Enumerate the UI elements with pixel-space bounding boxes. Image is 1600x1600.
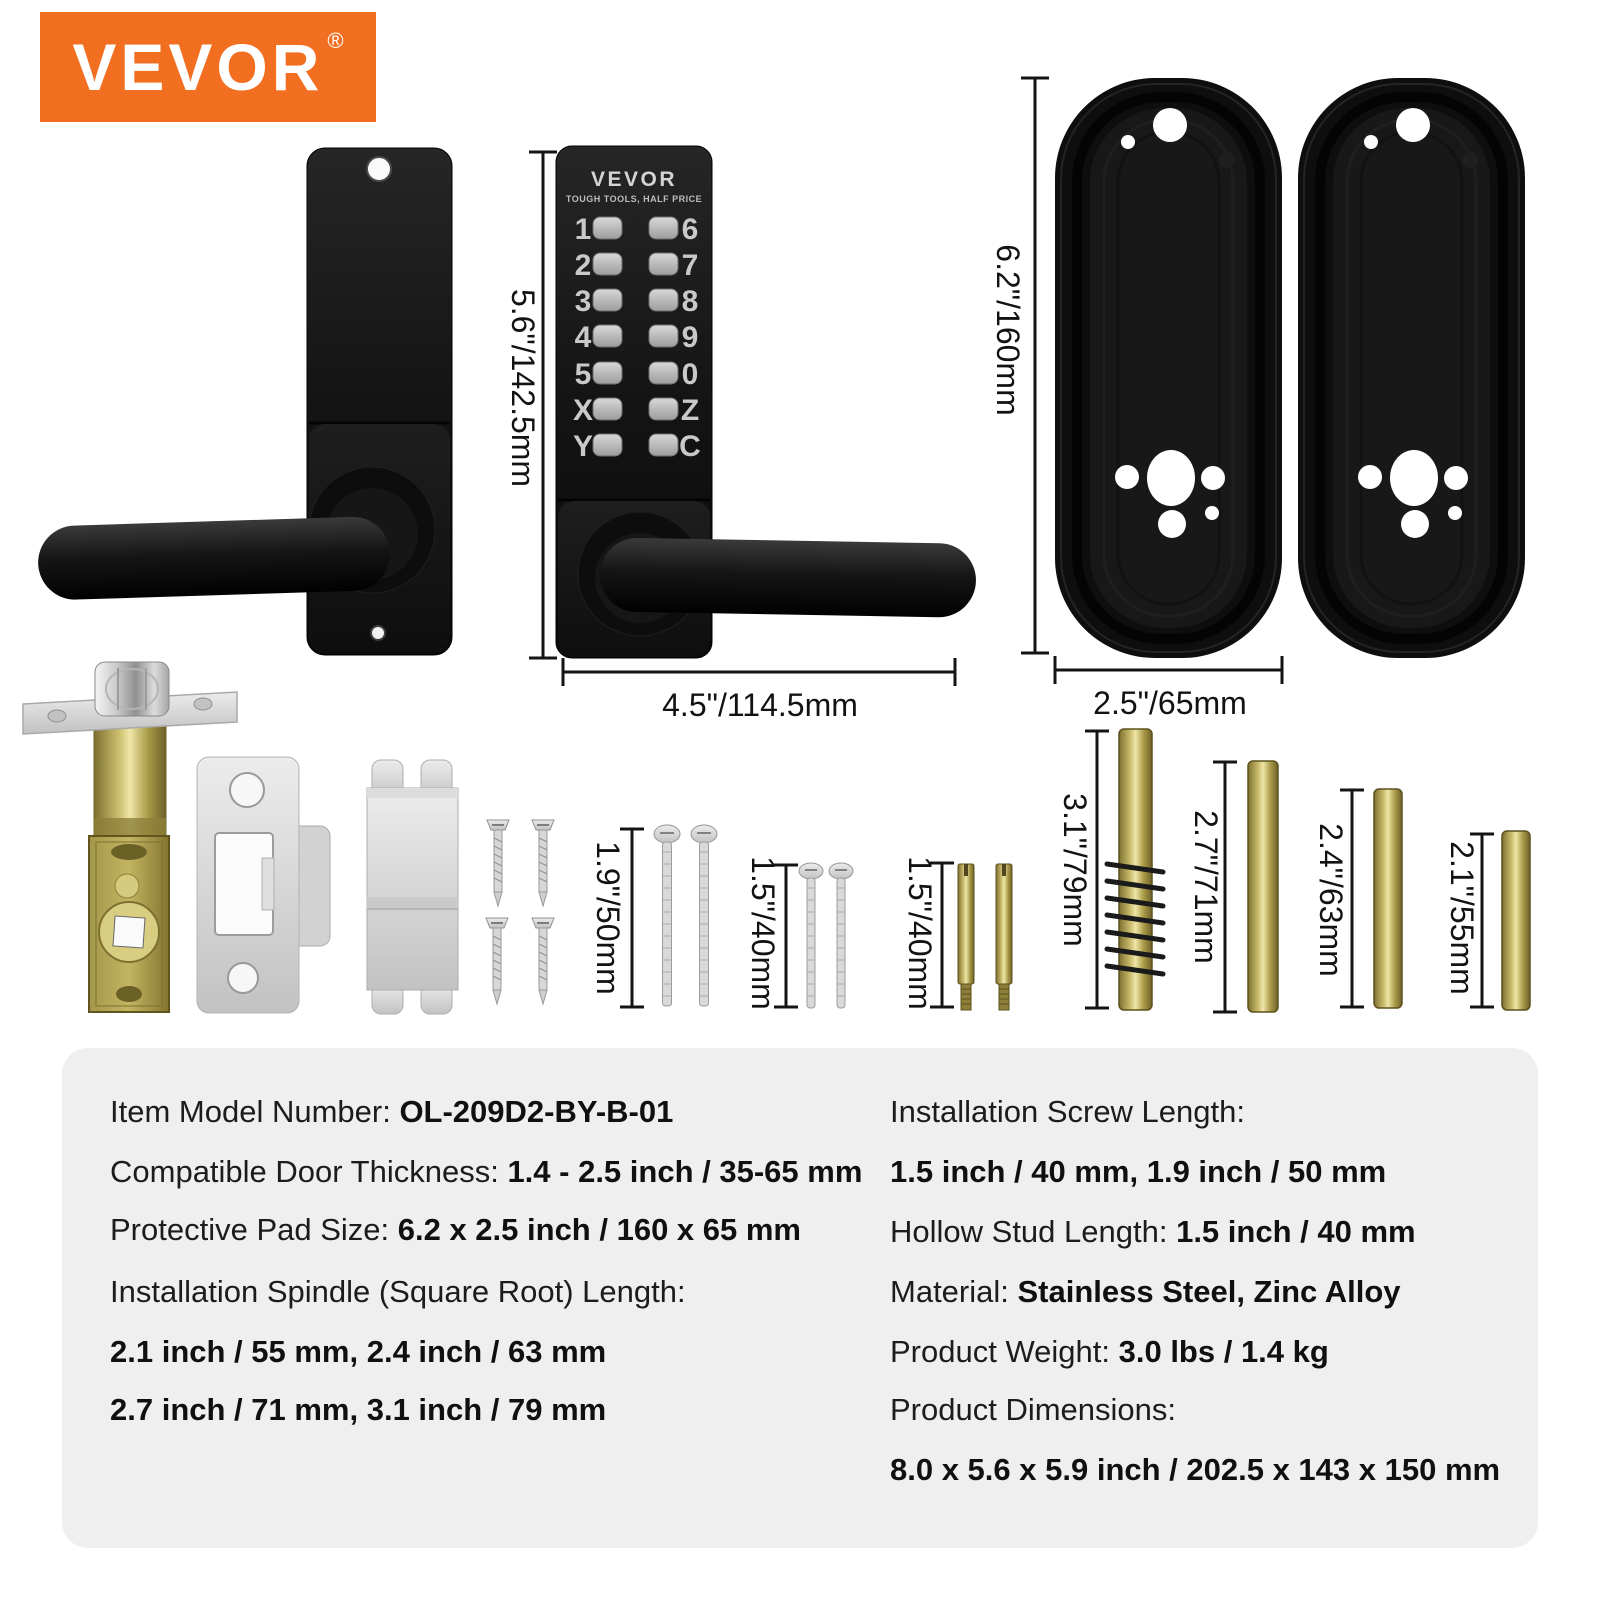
spindle-55mm: [1502, 831, 1530, 1010]
screw-40mm-label: 1.5"/40mm: [745, 856, 781, 1010]
spec-row-pad-size: [110, 1210, 801, 1250]
pad-height-label: 6.2"/160mm: [990, 244, 1026, 416]
key-button: [593, 217, 622, 239]
spec-label: Material:: [890, 1274, 1018, 1309]
strike-plate: [197, 757, 330, 1013]
key-label-c: C: [679, 430, 701, 463]
spec-row-material: [890, 1272, 1401, 1312]
key-button: [649, 362, 678, 384]
spec-value: Stainless Steel, Zinc Alloy: [1017, 1274, 1401, 1309]
lock-brand-text: VEVOR: [590, 168, 678, 191]
key-label-3: 3: [574, 285, 592, 318]
key-button: [649, 434, 678, 456]
key-label-1: 1: [574, 213, 592, 246]
keypad-lever-handle: [599, 537, 976, 618]
lock-width-label: 4.5"/114.5mm: [662, 687, 858, 723]
pad-width-dimension: [1055, 656, 1282, 684]
protective-pad-right: [1298, 78, 1525, 658]
spindle-71mm: [1248, 761, 1278, 1012]
key-button: [593, 253, 622, 275]
lock-width-dimension: [563, 658, 955, 686]
spec-row-weight: [890, 1332, 1329, 1372]
lock-tagline-text: TOUGH TOOLS, HALF PRICE: [565, 194, 703, 204]
square-spindle-hole: [113, 916, 145, 948]
key-label-0: 0: [681, 358, 699, 391]
spec-label: Product Dimensions:: [890, 1392, 1177, 1427]
spindle-63mm-label: 2.4"/63mm: [1313, 823, 1349, 977]
spec-value: 1.5 inch / 40 mm: [1176, 1214, 1416, 1249]
pad-width-label: 2.5"/65mm: [1093, 685, 1247, 721]
brand-logo: [40, 12, 376, 122]
key-button: [649, 253, 678, 275]
spindle-71mm-label: 2.7"/71mm: [1188, 810, 1224, 964]
spec-row-door-thickness: [110, 1152, 862, 1192]
strike-screw-hole: [228, 963, 258, 993]
key-button: [649, 398, 678, 420]
key-label-9: 9: [681, 321, 699, 354]
plate-bottom-hole: [371, 626, 385, 640]
key-label-y: Y: [572, 430, 594, 463]
key-label-x: X: [572, 394, 594, 427]
spindle-63mm: [1374, 789, 1402, 1008]
spec-label: Compatible Door Thickness:: [110, 1154, 508, 1189]
key-button: [593, 398, 622, 420]
protective-pad-left: [1055, 78, 1282, 658]
spec-row-stud-length: [890, 1212, 1416, 1252]
keypad-lock: [556, 146, 977, 658]
key-button: [649, 289, 678, 311]
spec-row-dimensions: [890, 1450, 1500, 1490]
spindle-79mm-label: 3.1"/79mm: [1057, 793, 1093, 947]
brand-logo-text: VEVOR: [72, 30, 324, 104]
spec-value: 1.5 inch / 40 mm, 1.9 inch / 50 mm: [890, 1154, 1387, 1189]
key-button: [593, 325, 622, 347]
spec-label: Item Model Number:: [110, 1094, 400, 1129]
spec-label: Installation Screw Length:: [890, 1094, 1245, 1129]
strike-screw-hole: [230, 773, 264, 807]
spec-row-spindle-length-2: [110, 1390, 606, 1430]
key-label-4: 4: [574, 321, 592, 354]
spec-value: 2.1 inch / 55 mm, 2.4 inch / 63 mm: [110, 1334, 607, 1369]
screw-50mm-label: 1.9"/50mm: [590, 841, 626, 995]
long-screws: [654, 825, 717, 1006]
key-button: [649, 325, 678, 347]
spec-value: 8.0 x 5.6 x 5.9 inch / 202.5 x 143 x 150 mm: [890, 1452, 1501, 1487]
key-button: [593, 289, 622, 311]
spec-value: 2.7 inch / 71 mm, 3.1 inch / 79 mm: [110, 1392, 607, 1427]
key-button: [649, 217, 678, 239]
spec-row-screw-length: [890, 1152, 1386, 1192]
spec-row-dimensions-title: [890, 1390, 1176, 1430]
plate-screw-hole: [367, 157, 391, 181]
spindle-55mm-label: 2.1"/55mm: [1444, 841, 1480, 995]
stud-40mm-label: 1.5"/40mm: [902, 856, 938, 1010]
key-label-5: 5: [574, 358, 592, 391]
spec-row-spindle-length-1: [110, 1332, 606, 1372]
interior-lever-handle: [37, 516, 391, 601]
spindle-79mm: [1107, 729, 1163, 1010]
spec-label: Hollow Stud Length:: [890, 1214, 1177, 1249]
spec-label: Product Weight:: [890, 1334, 1119, 1369]
lock-height-label: 5.6"/142.5mm: [505, 288, 541, 488]
spec-row-model: [110, 1092, 673, 1132]
spec-label: Installation Spindle (Square Root) Length:: [110, 1274, 686, 1309]
key-button: [593, 434, 622, 456]
spec-value: OL-209D2-BY-B-01: [399, 1094, 674, 1129]
key-label-2: 2: [574, 249, 592, 282]
mounting-plate-body: [367, 788, 458, 990]
hollow-studs: [958, 864, 1012, 1010]
medium-screws: [799, 863, 853, 1008]
spec-row-spindle-length-title: [110, 1272, 686, 1312]
registered-trademark-icon: ®: [327, 28, 344, 53]
spec-label: Protective Pad Size:: [110, 1212, 398, 1247]
spec-row-screw-length-title: [890, 1092, 1245, 1132]
key-label-z: Z: [680, 394, 700, 427]
mounting-plate: [367, 760, 458, 1014]
key-button: [593, 362, 622, 384]
spec-value: 1.4 - 2.5 inch / 35-65 mm: [507, 1154, 863, 1189]
key-label-6: 6: [681, 213, 699, 246]
interior-lock: [37, 148, 452, 655]
key-label-8: 8: [681, 285, 699, 318]
spec-value: 6.2 x 2.5 inch / 160 x 65 mm: [397, 1212, 801, 1247]
key-label-7: 7: [681, 249, 699, 282]
short-screws: [486, 820, 554, 1004]
spec-value: 3.0 lbs / 1.4 kg: [1118, 1334, 1329, 1369]
